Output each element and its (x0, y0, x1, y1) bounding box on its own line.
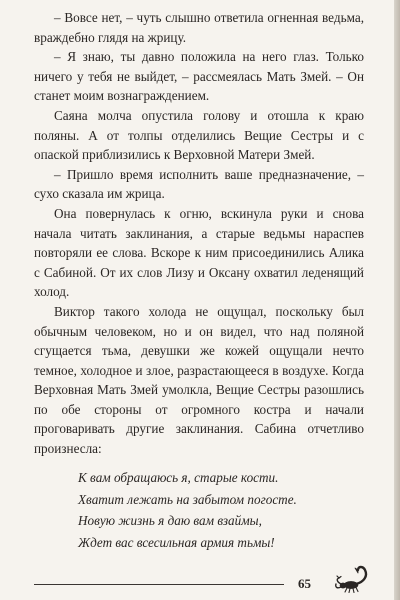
paragraph: – Вовсе нет, – чуть слышно ответила огненная ведьма, враждебно глядя на жрицу. (34, 10, 364, 45)
page-footer (34, 574, 364, 594)
paragraph: Она повернулась к огню, вскинула руки и снова начала читать заклинания, а старые ведьмы нараспев повторяли ее слова. Вскоре к ним присоединились Алика с Сабиной. От их слов Лизу и Оксану охватил леденящий холод. (34, 205, 364, 300)
verse-block (78, 467, 368, 553)
verse-line: К вам обращаюсь я, старые кости. (78, 470, 279, 485)
page-number: 65 (298, 576, 311, 591)
verse-line: Хватит лежать на забытом погосте. (78, 491, 297, 507)
paragraph: – Пришло время исполнить ваше предназначение, – сухо сказала им жрица. (34, 166, 364, 202)
footer-rule (34, 584, 284, 585)
page-edge (394, 0, 400, 600)
scorpion-icon (334, 562, 374, 594)
verse-line: Новую жизнь я даю вам взаймы, (78, 513, 262, 528)
paragraph: Виктор такого холода не ощущал, поскольку был обычным человеком, но и он видел, что над поляной сгущается тьма, девушки же кожей ощущали нечто темное, холодное и злое, разрастающееся в воздухе. Когда Верховная Мать Змей умолкла, Вещие Сестры разошлись по обе стороны от огромного костра и начали проговаривать другие заклинания. Сабина отчетливо произнесла: (34, 303, 364, 457)
verse-line: Ждет вас всесильная армия тьмы! (78, 534, 275, 550)
body-text (34, 8, 364, 459)
paragraph: – Я знаю, ты давно положила на него глаз. Только ничего у тебя не выйдет, – рассмеялась Мать Змей. – Он станет моим вознаграждением. (34, 49, 364, 104)
paragraph: Саяна молча опустила голову и отошла к краю поляны. А от толпы отделились Вещие Сестры и с опаской приблизились к Верховной Матери Змей. (34, 107, 364, 163)
